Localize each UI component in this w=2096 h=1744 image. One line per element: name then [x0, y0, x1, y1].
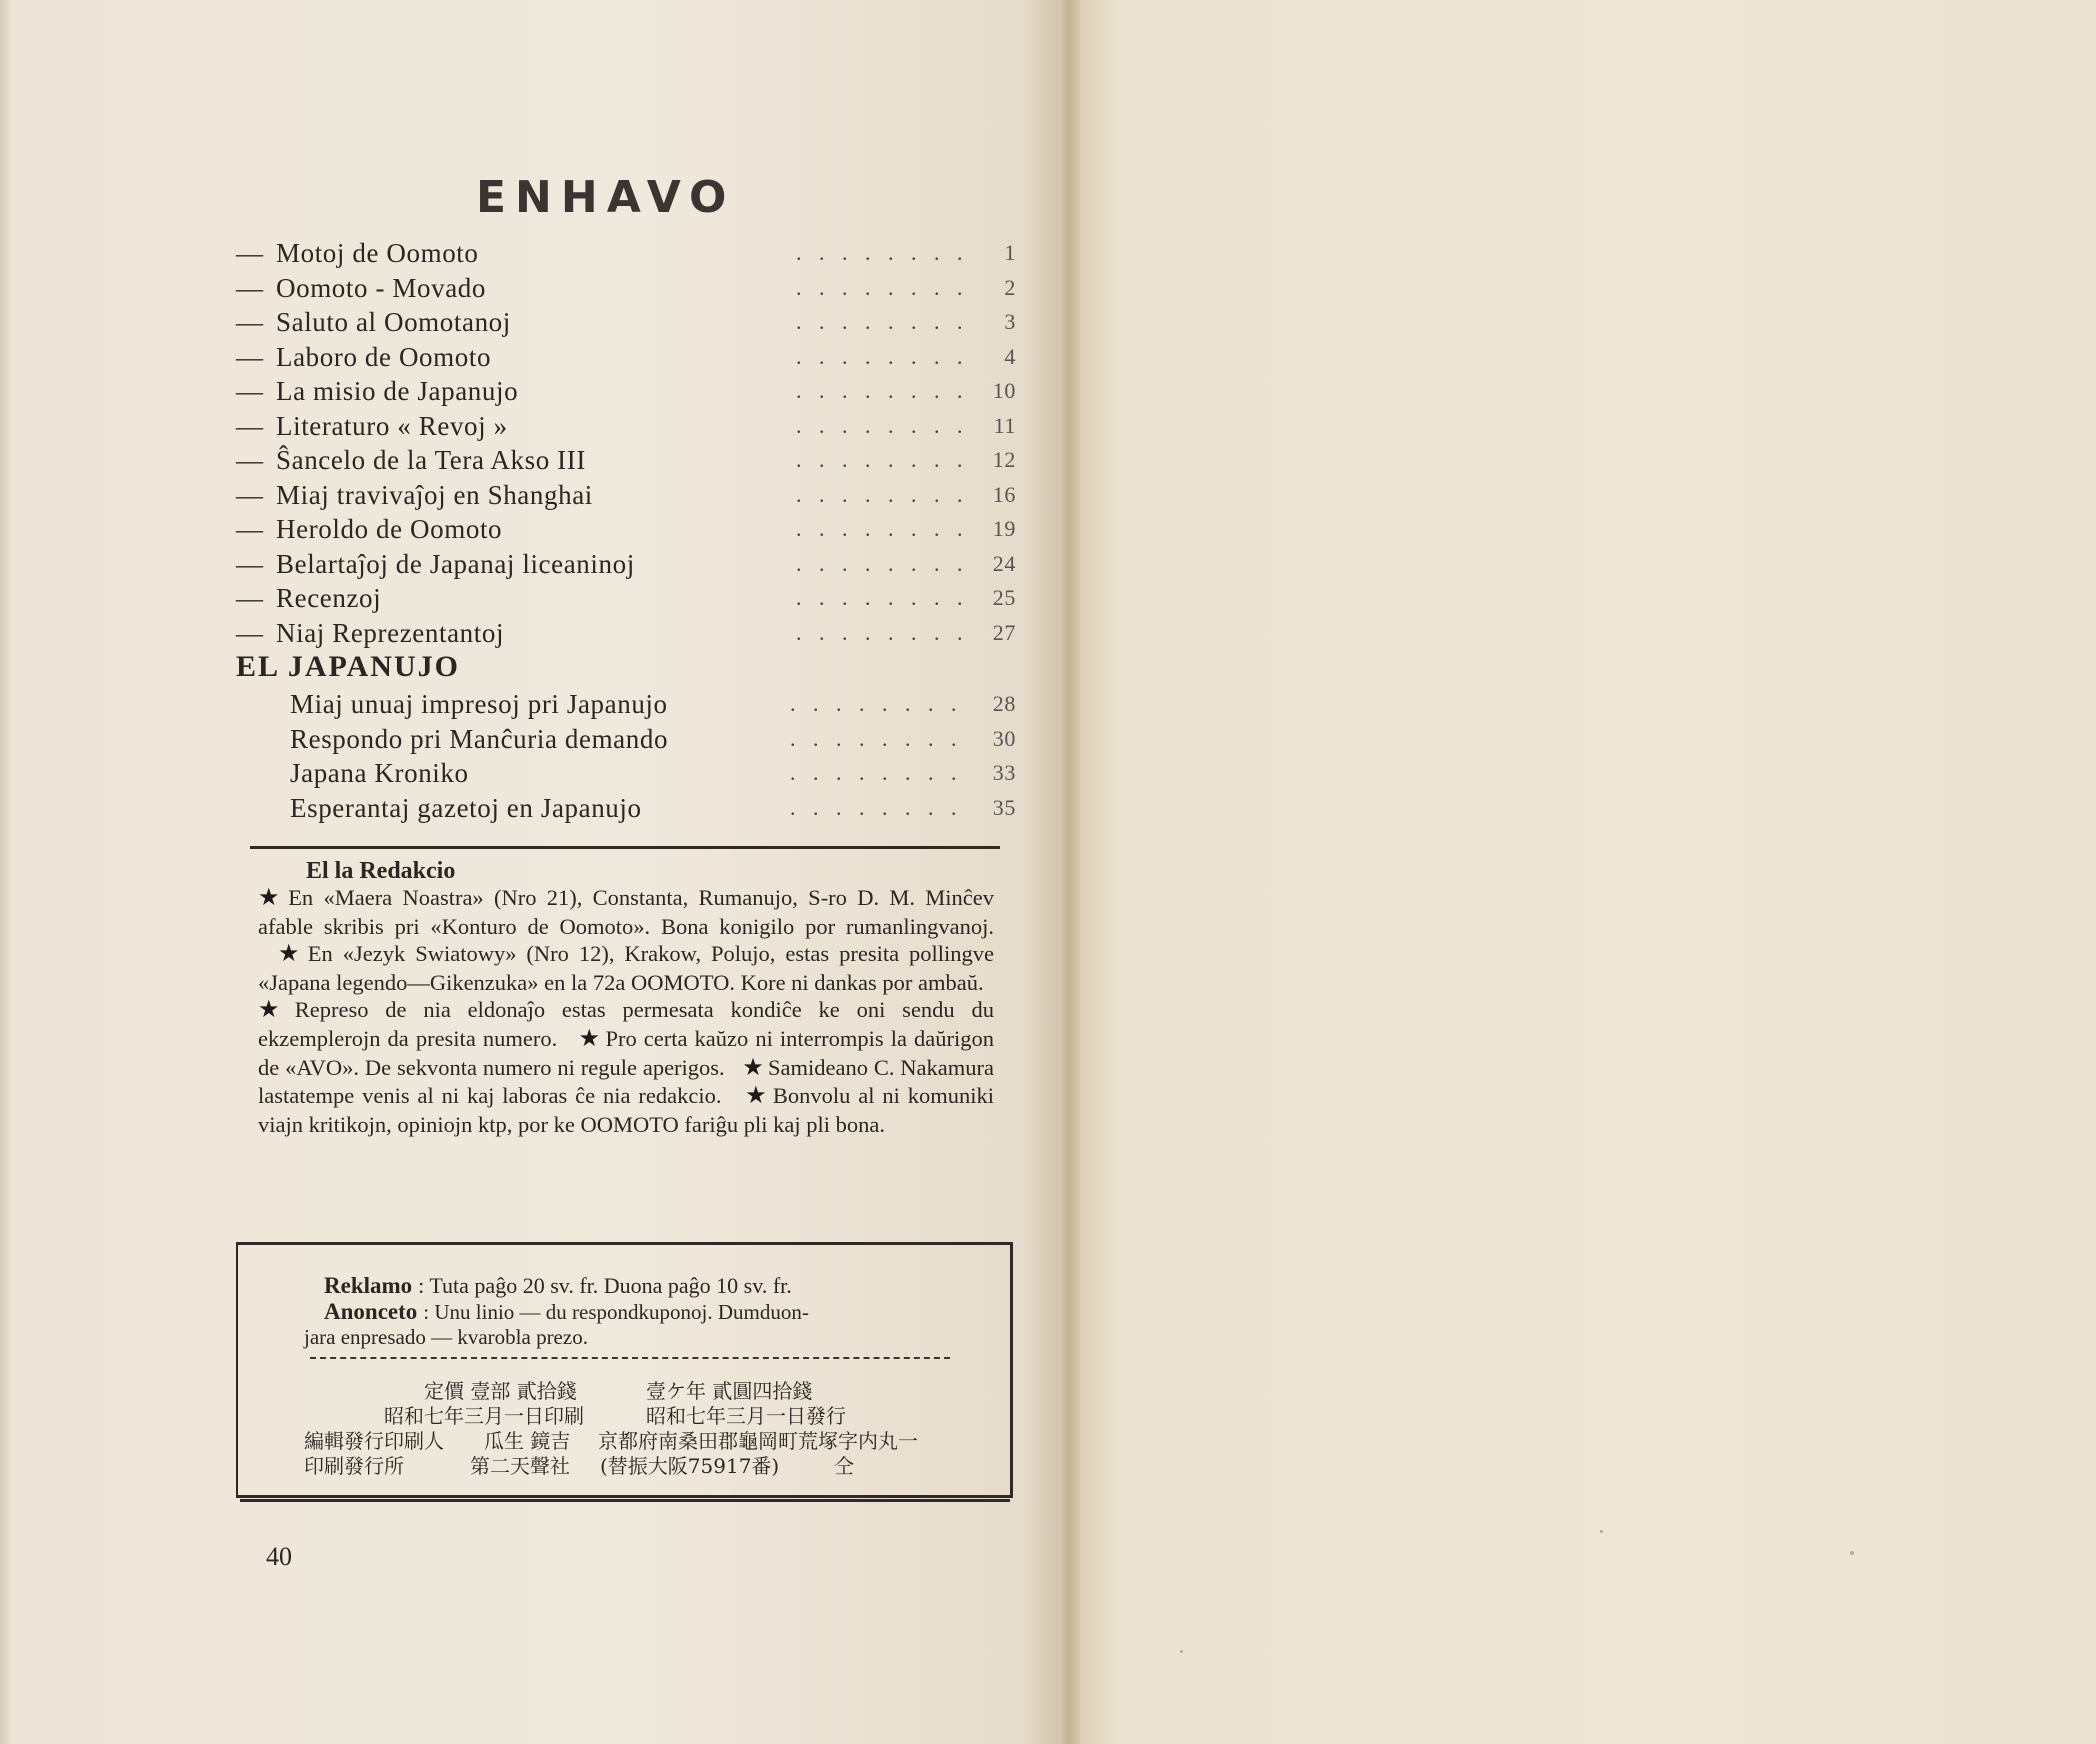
- dash: —: [236, 376, 264, 406]
- book-gutter: [1058, 0, 1082, 1744]
- reklamo-text: : Tuta paĝo 20 sv. fr. Duona paĝo 10 sv. fr.: [418, 1273, 792, 1298]
- editorial-paragraph: En «Jezyk Swiatowy» (Nro 12), Krakow, Polujo, estas presita pollingve «Japana legendo—Gikenzuka» en la 72a OOMOTO. Kore ni dankas por ambaŭ.: [258, 941, 995, 995]
- anonceto-label: Anonceto: [324, 1299, 418, 1324]
- dot-leader: . . . . . . . .: [796, 343, 969, 369]
- dot-leader: . . . . . . . .: [790, 760, 963, 785]
- contents-item-title: Ŝancelo de la Tera Akso III: [276, 445, 586, 475]
- paper-speck: [1600, 1530, 1603, 1533]
- section-list: [290, 687, 1016, 825]
- divider-rule: [250, 846, 1000, 849]
- section-item-page: 30: [992, 725, 1016, 751]
- advertisement-box: [236, 1242, 1013, 1498]
- section-item-page: 28: [992, 691, 1016, 716]
- editorial-title: El la Redakcio: [306, 858, 456, 884]
- same-mark: 仝: [834, 1454, 854, 1478]
- bottom-rule: [240, 1499, 1010, 1502]
- contents-item-page: 10: [992, 378, 1016, 403]
- anonceto-line: [324, 1299, 809, 1325]
- dot-leader: . . . . . . . .: [790, 691, 963, 716]
- contents-item-page: 25: [992, 585, 1016, 610]
- star-icon: ★: [745, 1083, 769, 1110]
- right-page: [1080, 0, 2096, 1744]
- star-icon: ★: [277, 941, 304, 968]
- contents-item-title: Niaj Reprezentantoj: [276, 617, 505, 648]
- section-item-title: Japana Kroniko: [290, 758, 469, 788]
- contents-title: ENHAVO: [476, 172, 736, 223]
- contents-item: [236, 236, 1016, 271]
- contents-item-title: Laboro de Oomoto: [276, 341, 492, 372]
- dashed-divider: [310, 1357, 950, 1359]
- section-item: [290, 791, 1016, 826]
- dash: —: [236, 410, 264, 441]
- editorial-paragraph: Represo de nia eldonaĵo estas permesata kondiĉe ke oni sendu du ekzemplerojn da presita numero.: [258, 997, 994, 1051]
- contents-item-title: Motoj de Oomoto: [276, 238, 479, 268]
- contents-item-page: 1: [1004, 240, 1016, 265]
- contents-item-page: 2: [1004, 274, 1016, 300]
- contents-item: [236, 547, 1016, 582]
- dot-leader: . . . . . . . .: [796, 516, 969, 541]
- anonceto-line-2: jara enpresado — kvarobla prezo.: [304, 1325, 588, 1349]
- contents-item-title: Belartaĵoj de Japanaj liceaninoj: [276, 548, 635, 579]
- contents-item-title: Saluto al Oomotanoj: [276, 307, 511, 337]
- section-item-page: 33: [992, 760, 1016, 785]
- section-item-title: Esperantaj gazetoj en Japanujo: [290, 792, 642, 823]
- publisher-name: 第二天聲社: [470, 1454, 570, 1478]
- contents-item-page: 4: [1004, 343, 1016, 369]
- section-item: [290, 687, 1016, 722]
- editor-label: 編輯發行印刷人: [304, 1429, 444, 1453]
- contents-item-page: 27: [992, 619, 1016, 645]
- dash: —: [236, 548, 264, 579]
- dash: —: [236, 617, 264, 648]
- editorial-paragraph: En «Maera Noastra» (Nro 21), Constanta, Rumanujo, S-ro D. M. Minĉev afable skribis pri «Konturo de Oomoto». Bona konigilo por rumanlingvanoj.: [258, 885, 995, 939]
- section-heading: EL JAPANUJO: [236, 650, 460, 683]
- dash: —: [236, 514, 264, 544]
- dash: —: [236, 445, 264, 475]
- contents-item-page: 3: [1004, 309, 1016, 334]
- dot-leader: . . . . . . . .: [796, 309, 969, 334]
- dot-leader: . . . . . . . .: [796, 585, 969, 610]
- annual-price-text: 壹ケ年 貳圓四拾錢: [646, 1379, 813, 1403]
- dot-leader: . . . . . . . .: [790, 725, 963, 751]
- dash: —: [236, 341, 264, 372]
- dash: —: [236, 479, 264, 510]
- dot-leader: . . . . . . . .: [796, 240, 969, 265]
- contents-item-page: 19: [992, 516, 1016, 541]
- dot-leader: . . . . . . . .: [796, 481, 969, 507]
- publisher-address: 京都府南桑田郡龜岡町荒塚字内丸一: [598, 1429, 918, 1453]
- section-item: [290, 722, 1016, 757]
- section-item-title: Respondo pri Manĉuria demando: [290, 723, 669, 754]
- contents-item: [236, 443, 1016, 478]
- published-date: 昭和七年三月一日發行: [646, 1404, 846, 1428]
- printed-date: 昭和七年三月一日印刷: [384, 1404, 584, 1428]
- star-icon: ★: [258, 885, 285, 911]
- dot-leader: . . . . . . . .: [796, 274, 969, 300]
- publisher-label: 印刷發行所: [304, 1454, 404, 1478]
- contents-item: [236, 409, 1016, 444]
- dot-leader: . . . . . . . .: [796, 619, 969, 645]
- contents-list: [236, 236, 1016, 650]
- section-item: [290, 756, 1016, 791]
- reklamo-line: [324, 1273, 792, 1299]
- contents-item-page: 16: [992, 481, 1016, 507]
- contents-item-page: 12: [992, 447, 1016, 472]
- contents-item-title: Heroldo de Oomoto: [276, 514, 503, 544]
- contents-item-page: 24: [992, 550, 1016, 576]
- contents-item: [236, 512, 1016, 547]
- contents-item: [236, 305, 1016, 340]
- contents-item-page: 11: [993, 412, 1016, 438]
- dash: —: [236, 238, 264, 268]
- contents-item: [236, 478, 1016, 513]
- price-text: 定價 壹部 貳拾錢: [424, 1379, 577, 1403]
- contents-item: [236, 374, 1016, 409]
- dot-leader: . . . . . . . .: [796, 412, 969, 438]
- contents-item-title: La misio de Japanujo: [276, 376, 519, 406]
- star-icon: ★: [578, 1025, 602, 1052]
- paper-speck: [1850, 1551, 1854, 1555]
- editorial-body: [258, 884, 994, 1138]
- contents-item-title: Recenzoj: [276, 583, 382, 613]
- star-icon: ★: [742, 1054, 764, 1081]
- reklamo-label: Reklamo: [324, 1273, 413, 1298]
- contents-item-title: Oomoto - Movado: [276, 272, 486, 303]
- section-item-title: Miaj unuaj impresoj pri Japanujo: [290, 689, 668, 719]
- editorial-paragraph: Bonvolu al ni komuniki viajn kritikojn, opiniojn ktp, por ke OOMOTO fariĝu pli kaj pli bona.: [258, 1083, 995, 1137]
- contents-item: [236, 581, 1016, 616]
- dot-leader: . . . . . . . .: [796, 447, 969, 472]
- paper-speck: [1180, 1650, 1183, 1653]
- page-number: 40: [266, 1542, 292, 1571]
- contents-item: [236, 616, 1016, 651]
- anonceto-text: : Unu linio — du respondkuponoj. Dumduon-: [423, 1300, 809, 1324]
- editor-name: 瓜生 鏡吉: [484, 1429, 571, 1453]
- star-icon: ★: [258, 997, 291, 1024]
- dot-leader: . . . . . . . .: [796, 378, 969, 403]
- dash: —: [236, 583, 264, 613]
- section-item-page: 35: [992, 794, 1016, 820]
- dash: —: [236, 272, 264, 303]
- dot-leader: . . . . . . . .: [796, 550, 969, 576]
- editorial-paragraph: Samideano C. Nakamura lastatempe venis al ni kaj laboras ĉe nia redakcio.: [258, 1054, 995, 1109]
- dash: —: [236, 307, 264, 337]
- contents-item-title: Literaturo « Revoj »: [276, 410, 508, 441]
- dot-leader: . . . . . . . .: [790, 794, 963, 820]
- contents-item: [236, 271, 1016, 306]
- postal-account: (替振大阪75917番): [600, 1454, 780, 1478]
- contents-item-title: Miaj travivaĵoj en Shanghai: [276, 479, 593, 510]
- contents-item: [236, 340, 1016, 375]
- editorial-paragraph: Pro certa kaŭzo ni interrompis la daŭrigon de «AVO». De sekvonta numero ni regule aperigos.: [258, 1025, 995, 1080]
